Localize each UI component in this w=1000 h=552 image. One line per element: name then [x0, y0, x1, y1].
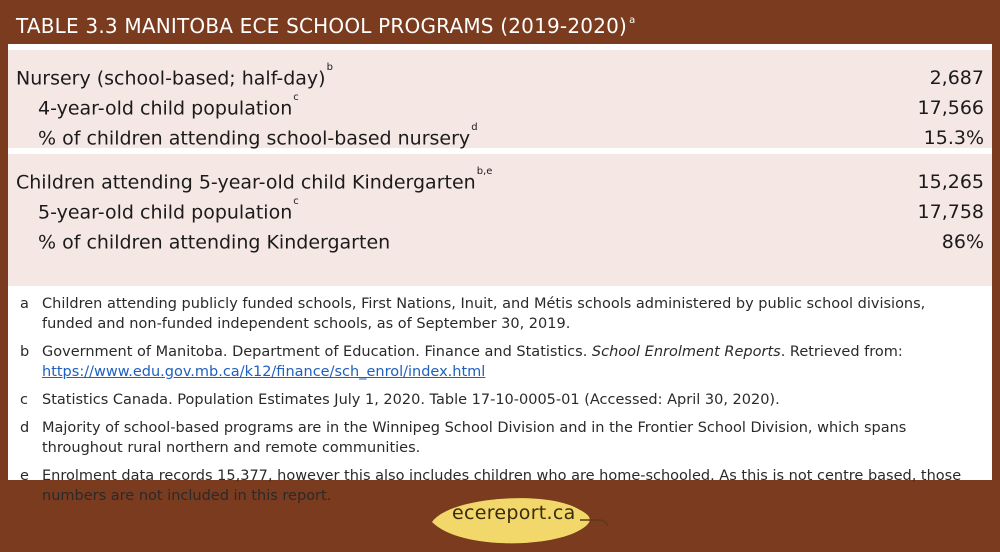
nursery-group	[8, 50, 992, 148]
row-value: 15,265	[917, 171, 984, 194]
table-title-footnote-marker: a	[629, 14, 636, 26]
table-row	[16, 90, 984, 120]
footnote-text: Majority of school-based programs are in the Winnipeg School Division and in the Frontier School Division, which spans throughout rural northern and remote communities.	[42, 420, 907, 456]
table-row	[16, 60, 984, 90]
footnotes	[8, 294, 992, 514]
row-label: Children attending 5-year-old child Kindergarten$^{b,e}$	[16, 166, 493, 194]
footnote-text: Government of Manitoba. Department of Education. Finance and Statistics. School Enrolment Reports. Retrieved from: https://www.edu.gov.mb.ca/k12/finance/sch_enrol/index.html	[42, 344, 903, 380]
footnote-a	[20, 294, 980, 334]
table-row	[16, 224, 984, 254]
logo-text: ecereport.ca	[452, 502, 576, 524]
kindergarten-group	[8, 154, 992, 286]
table-row	[16, 120, 984, 150]
footnote-b	[20, 342, 980, 382]
ecereport-logo[interactable]	[430, 492, 610, 548]
footnote-letter: e	[20, 468, 29, 484]
table-title-text: TABLE 3.3 MANITOBA ECE SCHOOL PROGRAMS (2019-2020)	[16, 14, 628, 38]
row-label: 5-year-old child population$^c$	[38, 196, 299, 224]
footnote-text: Children attending publicly funded schools, First Nations, Inuit, and Métis schools administered by public school divisions, funded and non-funded independent schools, as of September 30, 2019.	[42, 296, 926, 332]
table-row	[16, 164, 984, 194]
footnote-c	[20, 390, 980, 410]
row-value: 15.3%	[923, 127, 984, 150]
row-value: 17,758	[917, 201, 984, 224]
row-value: 86%	[941, 231, 984, 254]
source-link[interactable]: https://www.edu.gov.mb.ca/k12/finance/sch_enrol/index.html	[42, 364, 486, 380]
row-label: 4-year-old child population$^c$	[38, 92, 299, 120]
footnote-text: Statistics Canada. Population Estimates July 1, 2020. Table 17-10-0005-01 (Accessed: April 30, 2020).	[42, 392, 780, 408]
row-label: % of children attending Kindergarten	[38, 231, 391, 254]
footnote-text: Enrolment data records 15,377, however this also includes children who are home-schooled. As this is not centre based, those numbers are not included in this report.	[42, 468, 962, 504]
footnote-letter: a	[20, 296, 29, 312]
row-value: 17,566	[917, 97, 984, 120]
footnote-letter: b	[20, 344, 30, 360]
footnote-d	[20, 418, 980, 458]
table-frame	[8, 44, 992, 504]
table-row	[16, 194, 984, 224]
row-label: Nursery (school-based; half-day)$^b$	[16, 62, 333, 90]
footnote-letter: c	[20, 392, 28, 408]
footnote-letter: d	[20, 420, 30, 436]
row-label: % of children attending school-based nursery$^d$	[38, 122, 478, 150]
row-value: 2,687	[929, 67, 984, 90]
table-title	[8, 8, 992, 44]
